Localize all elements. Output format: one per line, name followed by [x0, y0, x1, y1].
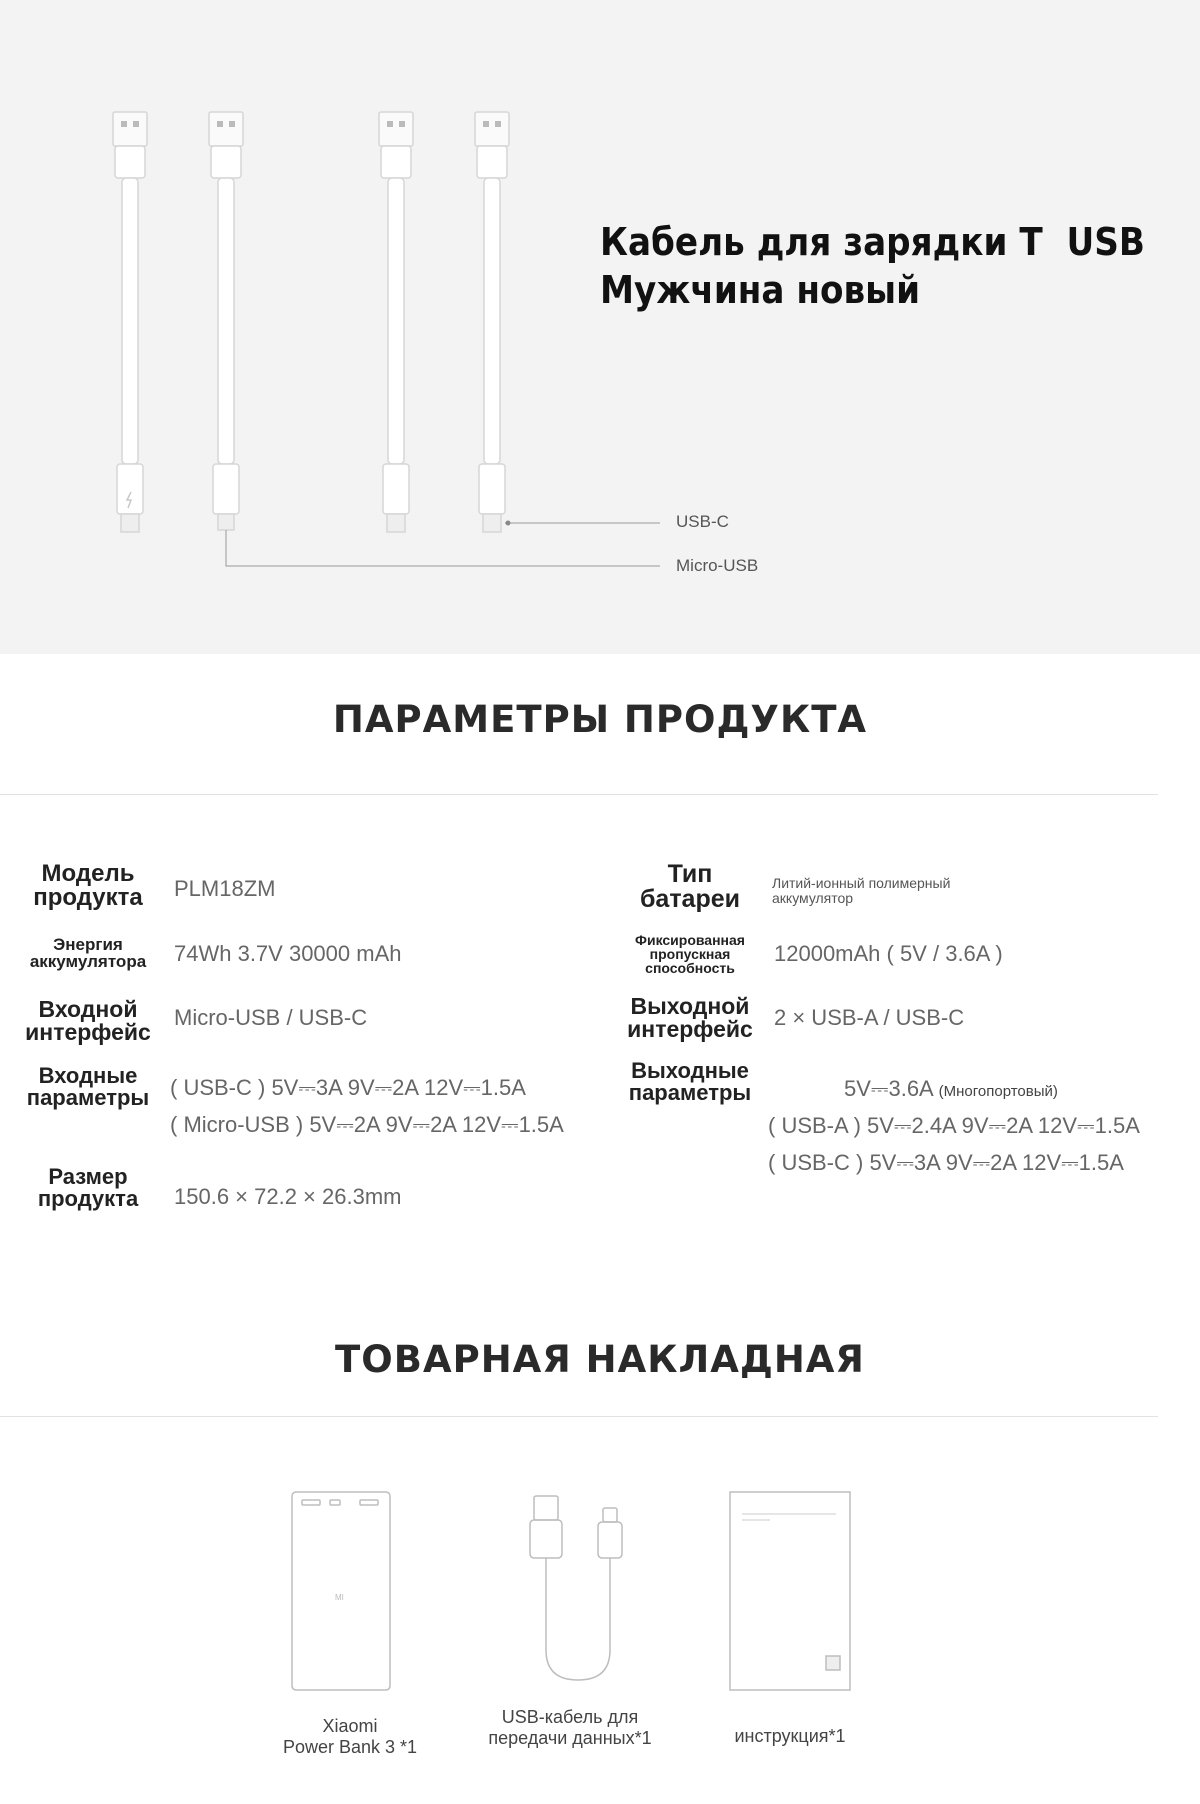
cable-usb-c-2 — [379, 112, 413, 532]
hero-banner — [0, 0, 1200, 654]
params-divider — [0, 794, 1158, 795]
cable-micro-usb — [209, 112, 243, 530]
micro-usb-label: Micro-USB — [676, 556, 759, 575]
value-input-params-1: ( USB-C ) 5V⎓3A 9V⎓2A 12V⎓1.5A — [170, 1075, 526, 1100]
hero-title-line1: Кабель для зарядки T USB — [600, 220, 1145, 264]
value-output-params-1 — [844, 1076, 1058, 1102]
power-bank-icon — [292, 1492, 390, 1690]
label-output-interface: Выходной интерфейс — [627, 993, 753, 1042]
cables-illustration — [0, 0, 1200, 654]
value-output-interface: 2 × USB-A / USB-C — [774, 1005, 965, 1030]
hero-title-line2: Мужчина новый — [600, 268, 921, 312]
value-input-interface: Micro-USB / USB-C — [174, 1005, 368, 1030]
package-title: ТОВАРНАЯ НАКЛАДНАЯ — [335, 1338, 865, 1381]
label-model: Модель продукта — [33, 860, 143, 911]
cable-usb-c-1 — [113, 112, 147, 532]
label-output-params: Выходные параметры — [628, 1058, 752, 1105]
usb-cable-icon — [530, 1496, 622, 1680]
value-energy: 74Wh 3.7V 30000 mAh — [174, 941, 402, 966]
package-divider — [0, 1416, 1158, 1417]
params-title: ПАРАМЕТРЫ ПРОДУКТА — [332, 698, 868, 741]
value-input-params-2: ( Micro-USB ) 5V⎓2A 9V⎓2A 12V⎓1.5A — [170, 1112, 564, 1137]
value-output-main: 5V⎓3.6A — [844, 1076, 933, 1101]
label-battery-type: Тип батареи — [639, 860, 741, 913]
value-output-note: (Многопортовый) — [938, 1083, 1058, 1100]
hero-title — [600, 218, 1145, 314]
usb-c-label: USB-C — [676, 512, 729, 531]
caption-power-bank: Xiaomi Power Bank 3 *1 — [282, 1716, 418, 1757]
svg-text:MI: MI — [335, 1593, 344, 1602]
value-output-params-2: ( USB-A ) 5V⎓2.4A 9V⎓2A 12V⎓1.5A — [768, 1113, 1140, 1138]
label-input-interface: Входной интерфейс — [25, 996, 151, 1045]
value-fixed-capacity: 12000mAh ( 5V / 3.6A ) — [774, 941, 1003, 966]
value-battery-type: Литий-ионный полимерный аккумулятор — [772, 875, 951, 906]
label-size: Размер продукта — [37, 1164, 139, 1211]
label-energy: Энергия аккумулятора — [29, 935, 147, 971]
label-input-params: Входные параметры — [26, 1063, 150, 1110]
instruction-icon — [730, 1492, 850, 1690]
caption-usb-cable: USB-кабель для передачи данных*1 — [488, 1707, 652, 1748]
value-size: 150.6 × 72.2 × 26.3mm — [174, 1184, 402, 1209]
value-output-params-3: ( USB-C ) 5V⎓3A 9V⎓2A 12V⎓1.5A — [768, 1150, 1124, 1175]
label-fixed-capacity: Фиксированная пропускная способность — [635, 932, 745, 976]
value-model: PLM18ZM — [174, 876, 276, 901]
caption-instruction: инструкция*1 — [734, 1726, 846, 1746]
cable-usb-c-3 — [475, 112, 509, 532]
